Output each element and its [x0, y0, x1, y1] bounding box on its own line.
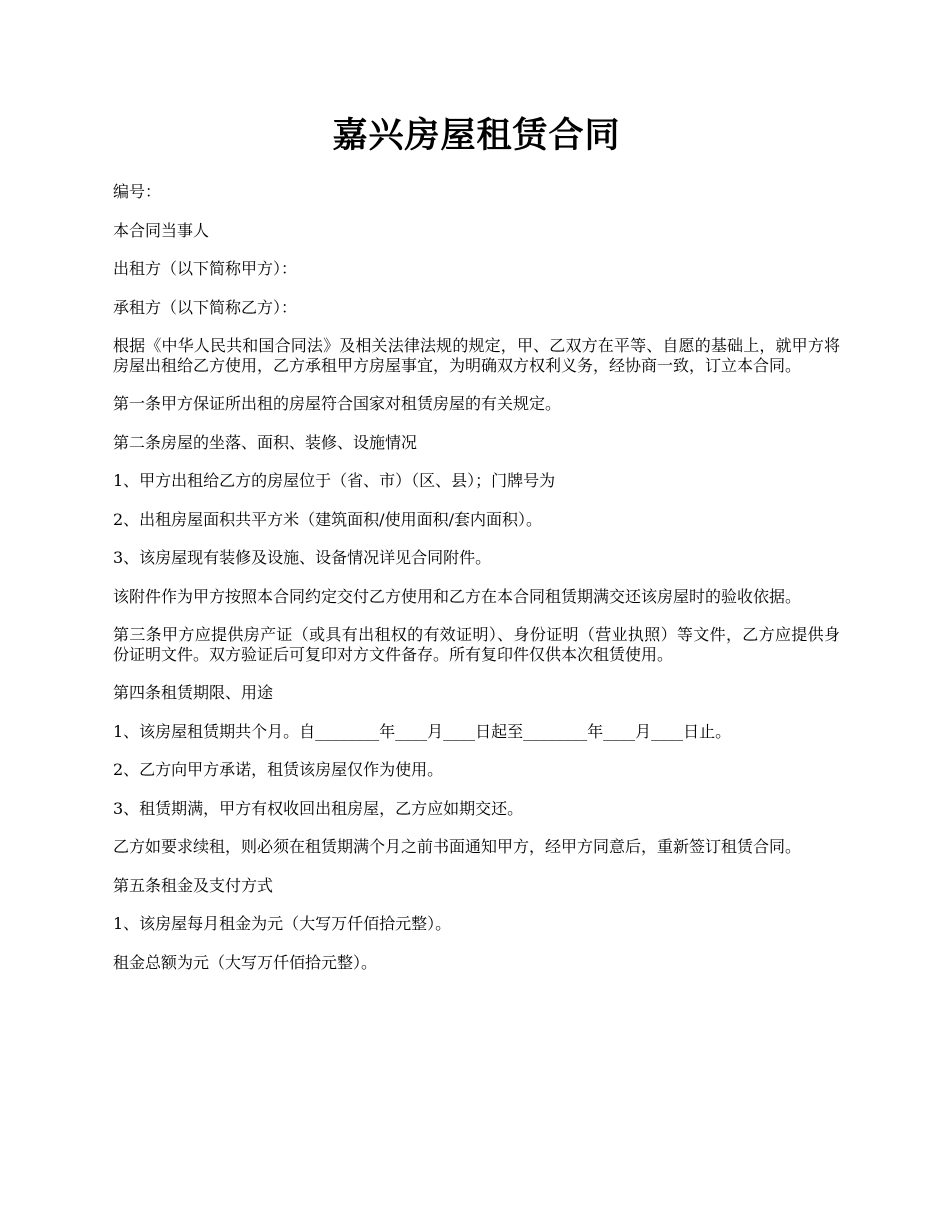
- article-2-item-1: 1、甲方出租给乙方的房屋位于（省、市）（区、县）；门牌号为: [113, 471, 556, 490]
- document-body: [113, 182, 840, 991]
- article-4-item-3: 3、租赁期满，甲方有权收回出租房屋，乙方应如期交还。: [113, 798, 524, 818]
- renewal-note: 乙方如要求续租，则必须在租赁期满个月之前书面通知甲方，经甲方同意后，重新签订租赁合同。: [113, 837, 802, 856]
- contract-number-line: 编号：: [113, 182, 162, 201]
- article-4-item-2: 2、乙方向甲方承诺，租赁该房屋仅作为使用。: [113, 760, 444, 779]
- attachment-note: 该附件作为甲方按照本合同约定交付乙方使用和乙方在本合同租赁期满交还该房屋时的验收依据。: [113, 586, 802, 606]
- article-1: 第一条甲方保证所出租的房屋符合国家对租赁房屋的有关规定。: [113, 394, 562, 413]
- parties-heading: 本合同当事人: [113, 220, 210, 240]
- lessee-line: 承租方（以下简称乙方）：: [113, 297, 298, 317]
- article-5-item-1: 1、该房屋每月租金为元（大写万仟佰拾元整）。: [113, 914, 452, 933]
- lessor-line: 出租方（以下简称甲方）：: [113, 259, 298, 278]
- article-2-item-3: 3、该房屋现有装修及设施、设备情况详见合同附件。: [113, 548, 492, 567]
- document-title: 嘉兴房屋租赁合同: [332, 115, 621, 156]
- article-4-item-1: 1、该房屋租赁期共个月。自________年____月____日起至________年____月____日止。: [113, 721, 732, 741]
- article-5-heading: 第五条租金及支付方式: [113, 875, 274, 895]
- article-2-item-2: 2、出租房屋面积共平方米（建筑面积/使用面积/套内面积）。: [113, 509, 542, 529]
- article-4-heading: 第四条租赁期限、用途: [113, 683, 274, 702]
- article-3: 第三条甲方应提供房产证（或具有出租权的有效证明）、身份证明（营业执照）等文件，乙方应提供身份证明文件。双方验证后可复印对方文件备存。所有复印件仅供本次租赁使用。: [113, 625, 840, 664]
- preamble-paragraph: 根据《中华人民共和国合同法》及相关法律法规的规定，甲、乙双方在平等、自愿的基础上，就甲方将房屋出租给乙方使用，乙方承租甲方房屋事宜，为明确双方权利义务，经协商一致，订立本合同。: [113, 336, 840, 375]
- article-2-heading: 第二条房屋的坐落、面积、装修、设施情况: [113, 432, 418, 452]
- total-rent-line: 租金总额为元（大写万仟佰拾元整）。: [113, 952, 378, 972]
